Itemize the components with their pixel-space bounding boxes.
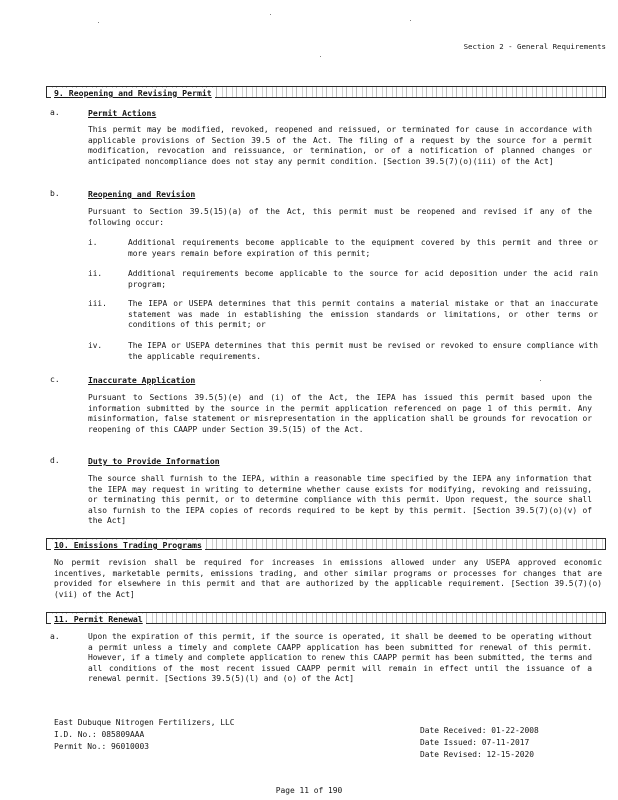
scan-speck: [98, 22, 99, 23]
item-9b-ii-num: ii.: [88, 269, 103, 278]
section-10-title: 10. Emissions Trading Programs: [51, 540, 205, 550]
item-9c-letter: c.: [50, 375, 60, 384]
footer-permit-no: Permit No.: 96010003: [54, 742, 150, 751]
footer-date-issued: Date Issued: 07-11-2017: [420, 738, 530, 747]
item-9b-intro: Pursuant to Section 39.5(15)(a) of the Act, this permit must be reopened and revised if any of the following occur:: [88, 207, 592, 227]
item-9b-ii-text: Additional requirements become applicable to the source for acid deposition under the acid rain program;: [128, 269, 598, 289]
item-9b-letter: b.: [50, 189, 60, 198]
item-9c-text: Pursuant to Sections 39.5(5)(e) and (i) of the Act, the IEPA has issued this permit based upon the information submitted by the source in the permit application referenced on page 1 of this permit. Any misinformation, false statement or misrepresentation in the application shall be grounds for revocation or reopening of this CAAPP under Section 39.5(15) of the Act.: [88, 393, 592, 434]
item-9b-i-text: Additional requirements become applicable to the equipment covered by this permit and three or more years remain before expiration of this permit;: [128, 238, 598, 258]
item-11a-text: Upon the expiration of this permit, if the source is operated, it shall be deemed to be operating without a permit unless a timely and complete CAAPP application has been submitted for renewal of this permit. However, if a timely and complete application to renew this CAAPP permit has been submitted, the terms and all conditions of the most recent issued CAAPP permit will remain in effect until the issuance of a renewal permit. [Sections 39.5(5)(l) and (o) of the Act]: [88, 632, 592, 684]
item-9b-heading: Reopening and Revision: [88, 189, 196, 199]
section-9-heading-bar: [46, 86, 606, 98]
section-9-title: 9. Reopening and Revising Permit: [51, 88, 215, 98]
scan-speck: [320, 56, 321, 57]
footer-company: East Dubuque Nitrogen Fertilizers, LLC: [54, 718, 235, 727]
page-number: Page 11 of 190: [275, 786, 343, 795]
footer-date-revised: Date Revised: 12-15-2020: [420, 750, 535, 759]
running-header: Section 2 - General Requirements: [463, 42, 606, 51]
item-9b-iv-text: The IEPA or USEPA determines that this permit must be revised or revoked to ensure compliance with the applicable requirements.: [128, 341, 598, 361]
footer-date-received: Date Received: 01-22-2008: [420, 726, 539, 735]
scan-speck: [540, 380, 541, 381]
item-9d-letter: d.: [50, 456, 60, 465]
item-9b-i-num: i.: [88, 238, 98, 247]
section-11-title: 11. Permit Renewal: [51, 614, 146, 624]
footer-id-no: I.D. No.: 085809AAA: [54, 730, 145, 739]
item-9d-text: The source shall furnish to the IEPA, within a reasonable time specified by the IEPA any information that the IEPA may request in writing to determine whether cause exists for modifying, revoking and reissuing, or terminating this permit, or to determine compliance with this permit. Upon request, the source shall also furnish to the IEPA copies of records required to be kept by this permit. [Section 39.5(7)(o)(v) of the Act]: [88, 474, 592, 526]
item-11a-letter: a.: [50, 632, 60, 641]
section-11-heading-bar: [46, 612, 606, 624]
item-9c-heading: Inaccurate Application: [88, 375, 196, 385]
item-9b-iii-text: The IEPA or USEPA determines that this permit contains a material mistake or that an inaccurate statement was made in establishing the emission standards or limitations, or other terms or conditions of this permit; or: [128, 299, 598, 330]
section-10-heading-bar: [46, 538, 606, 550]
item-9b-iii-num: iii.: [88, 299, 107, 308]
item-9b-iv-num: iv.: [88, 341, 103, 350]
item-9d-heading: Duty to Provide Information: [88, 456, 220, 466]
item-9a-letter: a.: [50, 108, 60, 117]
item-9a-heading: Permit Actions: [88, 108, 157, 118]
scan-speck: [410, 20, 411, 21]
scan-speck: [270, 14, 271, 15]
section-10-text: No permit revision shall be required for increases in emissions allowed under any USEPA approved economic incentives, marketable permits, emissions trading, and other similar programs or processes for changes that are provided for elsewhere in this permit and that are authorized by the applicable requirement. [Section 39.5(7)(o)(vii) of the Act]: [54, 558, 602, 599]
item-9a-text: This permit may be modified, revoked, reopened and reissued, or terminated for cause in accordance with applicable provisions of Section 39.5 of the Act. The filing of a request by the source for a permit modification, revocation and reissuance, or termination, or of a notification of planned changes or anticipated noncompliance does not stay any permit condition. [Section 39.5(7)(o)(iii) of the Act]: [88, 125, 592, 166]
